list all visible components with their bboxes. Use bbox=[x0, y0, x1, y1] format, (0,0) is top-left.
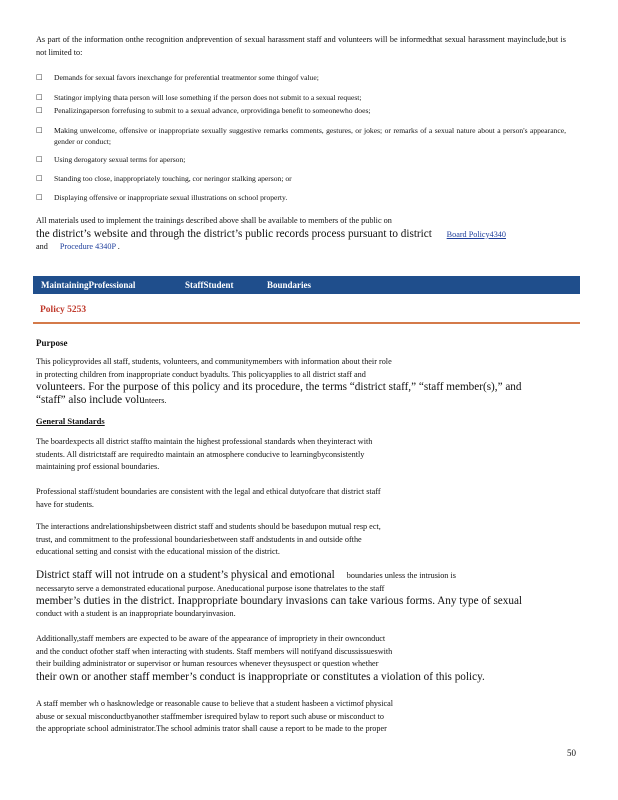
list-item: □ Making unwelcome, offensive or inappropriate sexually suggestive remarks comments, gestures, or jokes; or remarks of a sexual nature about a person's appearance, gender or conduct; bbox=[36, 126, 566, 146]
list-item: □ Using derogatory sexual terms for aperson; bbox=[36, 155, 186, 164]
banner-title-part: Boundaries bbox=[267, 280, 312, 290]
square-bullet-icon: □ bbox=[36, 73, 43, 81]
square-bullet-icon: □ bbox=[36, 126, 43, 134]
intro-paragraph: As part of the information onthe recognition andprevention of sexual harassment staff and volunteers will be informedthat sexual harassment mayinclude,but is not limited to: bbox=[36, 35, 566, 57]
list-item: □ Standing too close, inappropriately touching, cor neringor stalking aperson; or bbox=[36, 174, 292, 183]
square-bullet-icon: □ bbox=[36, 93, 43, 101]
purpose-paragraph: This policyprovides all staff, students, volunteers, and communitymembers with information about their role in protecting children from inappropriate conduct byadults. This policyapplies to all district staff and volunteers. For the purpose of this policy and its procedure, the terms “district staff,” “staff member(s),” and “staff” also include volunteers. bbox=[36, 357, 522, 406]
square-bullet-icon: □ bbox=[36, 193, 43, 201]
standards-paragraph-6: A staff member wh o hasknowledge or reasonable cause to believe that a student hasbeen a victimof physical abuse or sexual misconductbyanother staffmember isrequired bylaw to report such abuse or misconduct to the appropriate school administrator.The school adminis trator shall cause a report to be made to the proper bbox=[36, 699, 394, 733]
policy-label: Policy 5253 bbox=[40, 305, 87, 315]
list-item: □ Penalizingaperson forrefusing to submit to a sexual advance, orprovidinga benefit to someonewho does; bbox=[36, 106, 371, 115]
square-bullet-icon: □ bbox=[36, 155, 43, 163]
board-policy-link[interactable]: Board Policy4340 bbox=[446, 229, 506, 239]
standards-paragraph-2: Professional staff/student boundaries are consistent with the legal and ethical dutyofcare that district staff have for students. bbox=[36, 487, 381, 509]
square-bullet-icon: □ bbox=[36, 106, 43, 114]
materials-paragraph: All materials used to implement the trainings described above shall be available to members of the public on the district’s website and through the district’s public records process pursuant to district Board Policy4340 and Procedure 4340P . bbox=[36, 216, 506, 251]
section-divider bbox=[33, 322, 580, 324]
banner-title-part: StaffStudent bbox=[185, 280, 234, 290]
page-number: 50 bbox=[567, 748, 576, 758]
banner-title-part: MaintainingProfessional bbox=[41, 280, 136, 290]
standards-paragraph-5: Additionally,staff members are expected to be aware of the appearance of impropriety in their ownconduct and the conduct ofother staff when interacting with students. Staff members will notifyand discussissueswith their building administrator or supervisor or human resources whenever theysuspect or question whether their own or another staff member’s conduct is inappropriate or constitutes a violation of this policy. bbox=[36, 634, 485, 683]
procedure-link[interactable]: Procedure 4340P bbox=[59, 242, 116, 251]
standards-paragraph-3: The interactions andrelationshipsbetween district staff and students should be basedupon mutual resp ect, trust, and commitment to the professional boundariesbetween staff andstudents in and outside ofthe educational setting and consist with the educational mission of the district. bbox=[36, 522, 381, 556]
list-item: □ Demands for sexual favors inexchange for preferential treatmentor some thingof value; bbox=[36, 73, 319, 82]
purpose-heading: Purpose bbox=[36, 338, 68, 348]
standards-paragraph-1: The boardexpects all district staffto maintain the highest professional standards when theyinteract with students. All districtstaff are requiredto maintain an atmosphere conducive to learningbyconsistently maintaining prof essional boundaries. bbox=[36, 437, 373, 471]
square-bullet-icon: □ bbox=[36, 174, 43, 182]
list-item: □ Statingor implying thata person will lose something if the person does not submit to a sexual request; bbox=[36, 93, 362, 102]
section-banner bbox=[33, 276, 580, 294]
list-item: □ Displaying offensive or inappropriate sexual illustrations on school property. bbox=[36, 193, 288, 202]
general-standards-heading: General Standards bbox=[36, 416, 105, 426]
standards-paragraph-4: District staff will not intrude on a student’s physical and emotional boundaries unless the intrusion is necessaryto serve a demonstrated educational purpose. Aneducational purpose isone thatrelates to the staff member’s duties in the district. Inappropriate boundary invasions can take various forms. Any type of sexual conduct with a student is an inappropriate boundaryinvasion. bbox=[36, 569, 523, 618]
